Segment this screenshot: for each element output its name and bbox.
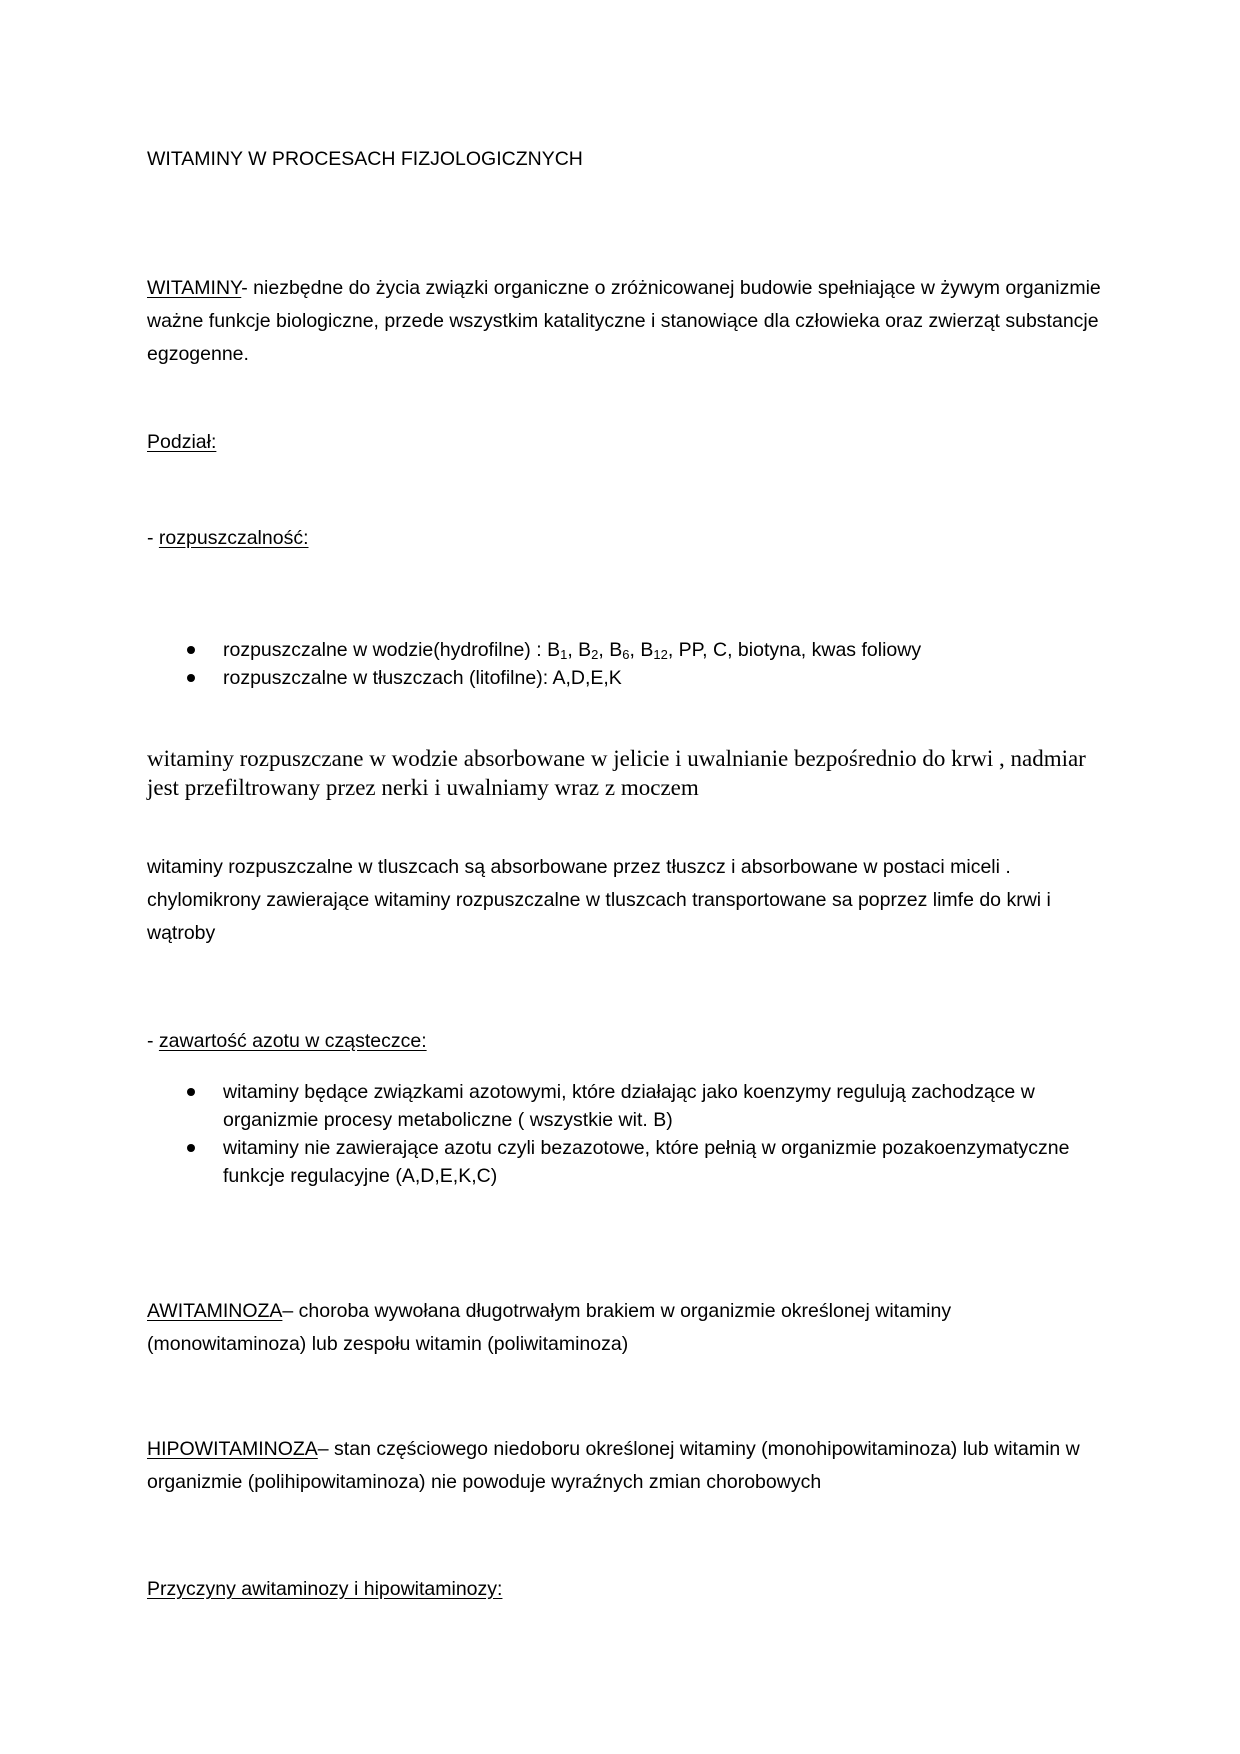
hipowitaminoza-term: HIPOWITAMINOZA [147, 1438, 318, 1460]
causes-heading: Przyczyny awitaminozy i hipowitaminozy: [147, 1578, 503, 1600]
list-item: witaminy nie zawierające azotu czyli bezazotowe, które pełnią w organizmie pozakoenzymatyczne funkcje regulacyjne (A,D,E,K,C) [147, 1134, 1087, 1190]
awitaminoza-paragraph: AWITAMINOZA– choroba wywołana długotrwałym brakiem w organizmie określonej witaminy (monowitaminoza) lub zespołu witamin (poliwitaminoza) [147, 1300, 952, 1355]
nitrogen-list [147, 1078, 1087, 1190]
solubility-heading: - rozpuszczalność: [147, 527, 309, 549]
hipowitaminoza-paragraph: HIPOWITAMINOZA– stan częściowego niedoboru określonej witaminy (monohipowitaminoza) lub witamin w organizmie (polihipowitaminoza) nie powoduje wyraźnych zmian chorobowych [147, 1438, 1080, 1493]
document-title: WITAMINY W PROCESACH FIZJOLOGICZNYCH [147, 148, 583, 170]
absorption-water-paragraph: witaminy rozpuszczane w wodzie absorbowane w jelicie i uwalnianie bezpośrednio do krwi , nadmiar jest przefiltrowany przez nerki i uwalniamy wraz z moczem [147, 746, 1086, 800]
bullet-icon [187, 674, 195, 682]
bullet-icon [187, 1088, 195, 1096]
solubility-list [147, 636, 1087, 692]
podzial-heading: Podział: [147, 431, 217, 453]
list-item: witaminy będące związkami azotowymi, które działając jako koenzymy regulują zachodzące w organizmie procesy metaboliczne ( wszystkie wit. B) [147, 1078, 1087, 1134]
list-item: rozpuszczalne w tłuszczach (litofilne): A,D,E,K [147, 664, 1087, 692]
nitrogen-heading: - zawartość azotu w cząsteczce: [147, 1030, 427, 1052]
definition-text: - niezbędne do życia związki organiczne o zróżnicowanej budowie spełniające w żywym organizmie ważne funkcje biologiczne, przede wszystkim katalityczne i stanowiące dla człowieka oraz zwierząt substancje egzogenne. [147, 277, 1101, 365]
awitaminoza-term: AWITAMINOZA [147, 1300, 283, 1322]
definition-term: WITAMINY [147, 277, 242, 299]
absorption-fat-paragraph: witaminy rozpuszczalne w tluszcach są absorbowane przez tłuszcz i absorbowane w postaci miceli . chylomikrony zawierające witaminy rozpuszczalne w tluszcach transportowane sa poprzez limfe do krwi i wątroby [147, 856, 1051, 944]
bullet-icon [187, 646, 195, 654]
bullet-icon [187, 1144, 195, 1152]
list-item: rozpuszczalne w wodzie(hydrofilne) : $B_1$, $B_2$, $B_6$, $B_{12}$, PP, C, biotyna, kwas foliowy [147, 636, 1087, 664]
definition-paragraph [147, 272, 1107, 371]
